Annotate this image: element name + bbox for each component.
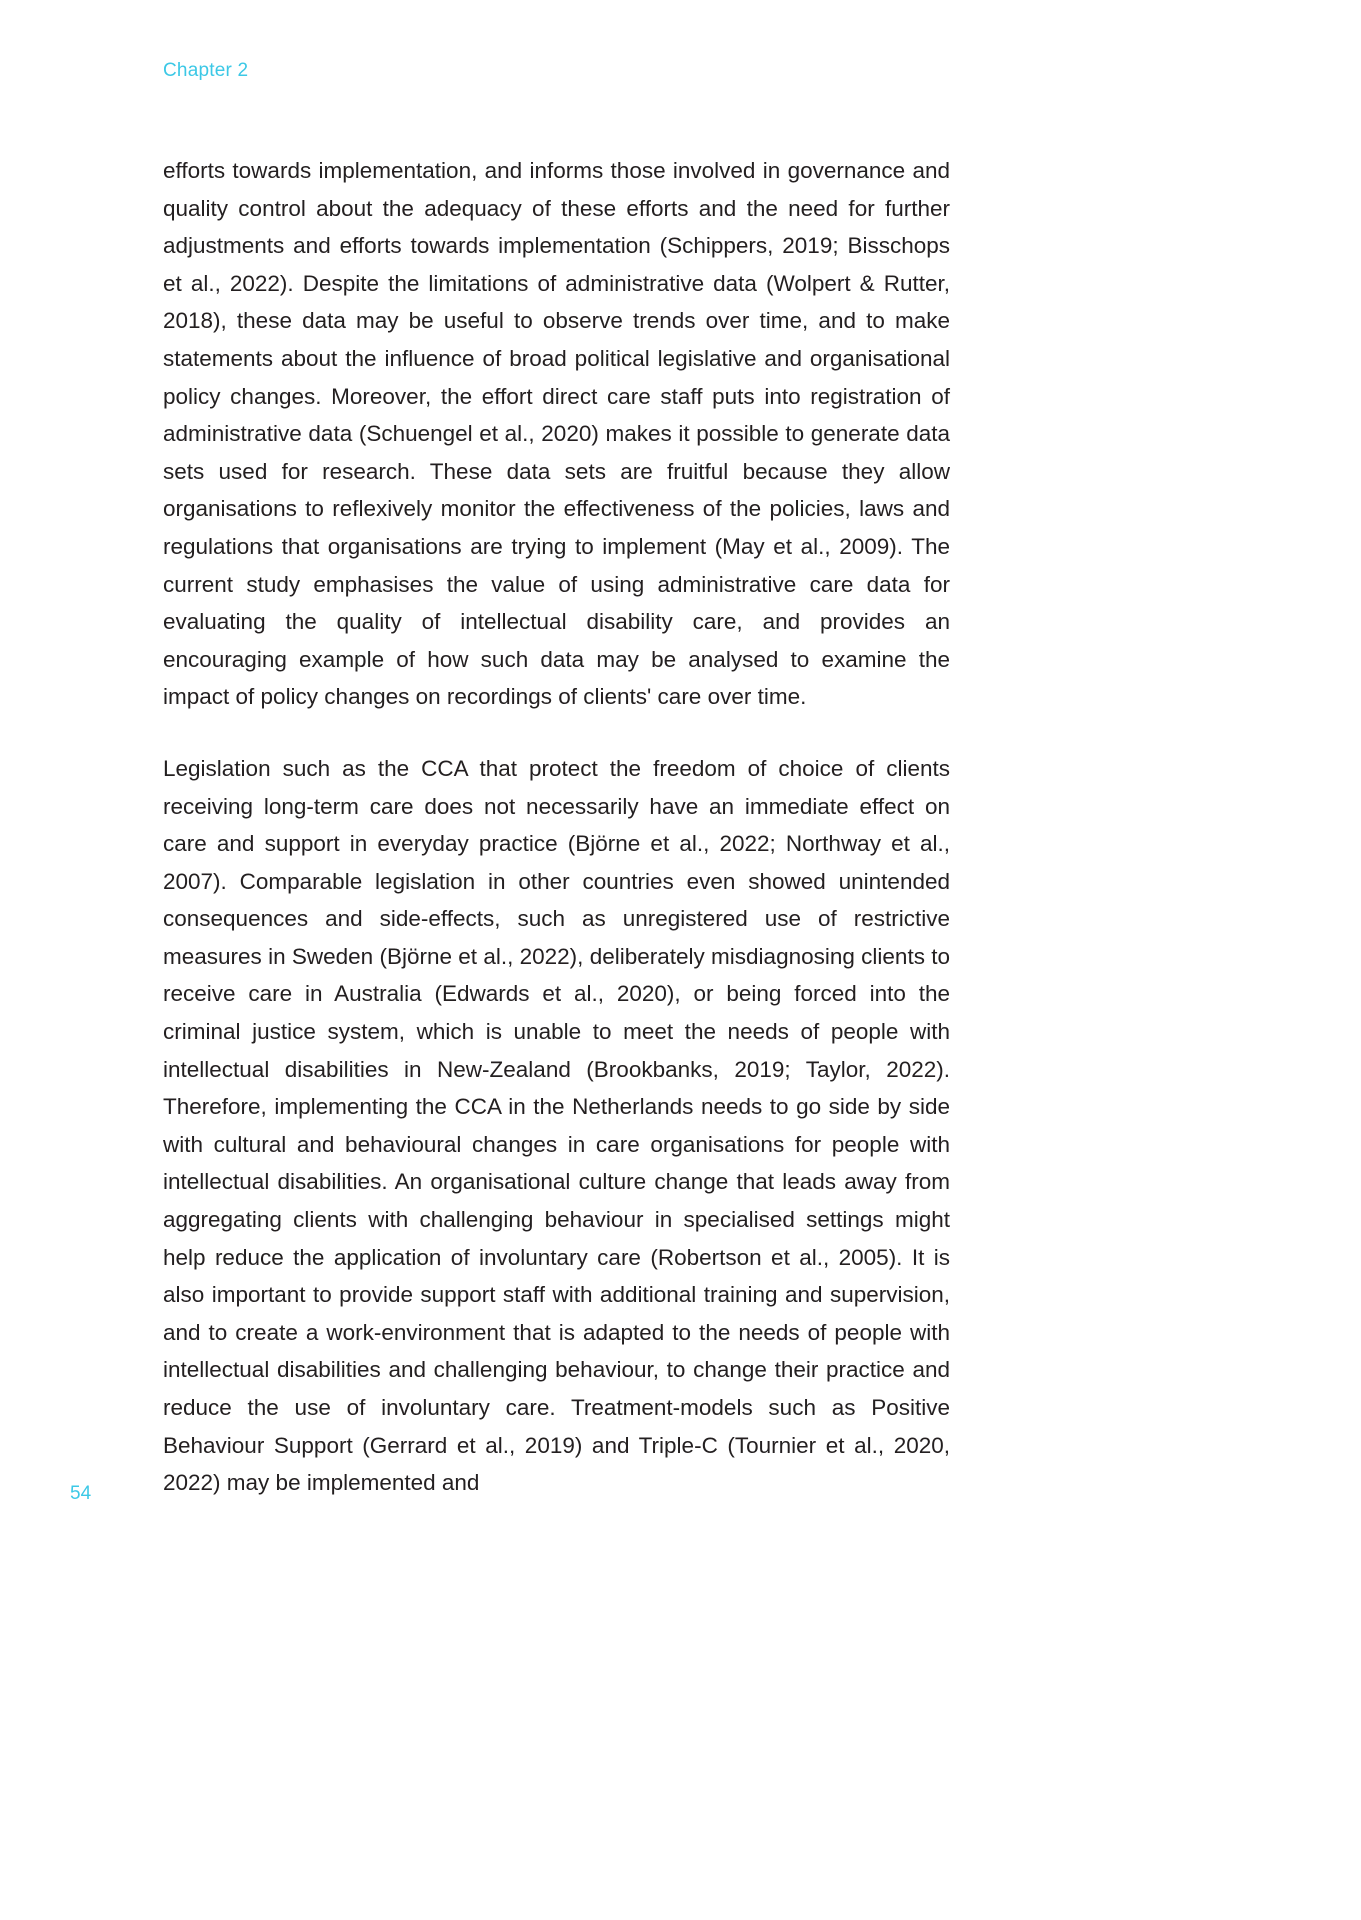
page-body-text: [163, 152, 950, 1502]
body-paragraph: efforts towards implementation, and informs those involved in governance and quality control about the adequacy of these efforts and the need for further adjustments and efforts towards implementation (Schippers, 2019; Bisschops et al., 2022). Despite the limitations of administrative data (Wolpert & Rutter, 2018), these data may be useful to observe trends over time, and to make statements about the influence of broad political legislative and organisational policy changes. Moreover, the effort direct care staff puts into registration of administrative data (Schuengel et al., 2020) makes it possible to generate data sets used for research. These data sets are fruitful because they allow organisations to reflexively monitor the effectiveness of the policies, laws and regulations that organisations are trying to implement (May et al., 2009). The current study emphasises the value of using administrative care data for evaluating the quality of intellectual disability care, and provides an encouraging example of how such data may be analysed to examine the impact of policy changes on recordings of clients' care over time.: [163, 158, 950, 710]
page-number: 54: [70, 1483, 92, 1504]
body-paragraph: Legislation such as the CCA that protect the freedom of choice of clients receiving long-term care does not necessarily have an immediate effect on care and support in everyday practice (Björne et al., 2022; Northway et al., 2007). Comparable legislation in other countries even showed unintended consequences and side-effects, such as unregistered use of restrictive measures in Sweden (Björne et al., 2022), deliberately misdiagnosing clients to receive care in Australia (Edwards et al., 2020), or being forced into the criminal justice system, which is unable to meet the needs of people with intellectual disabilities in New-Zealand (Brookbanks, 2019; Taylor, 2022). Therefore, implementing the CCA in the Netherlands needs to go side by side with cultural and behavioural changes in care organisations for people with intellectual disabilities. An organisational culture change that leads away from aggregating clients with challenging behaviour in specialised settings might help reduce the application of involuntary care (Robertson et al., 2005). It is also important to provide support staff with additional training and supervision, and to create a work-environment that is adapted to the needs of people with intellectual disabilities and challenging behaviour, to change their practice and reduce the use of involuntary care. Treatment-models such as Positive Behaviour Support (Gerrard et al., 2019) and Triple-C (Tournier et al., 2020, 2022) may be implemented and: [163, 755, 950, 1496]
chapter-running-head: Chapter 2: [163, 60, 249, 81]
